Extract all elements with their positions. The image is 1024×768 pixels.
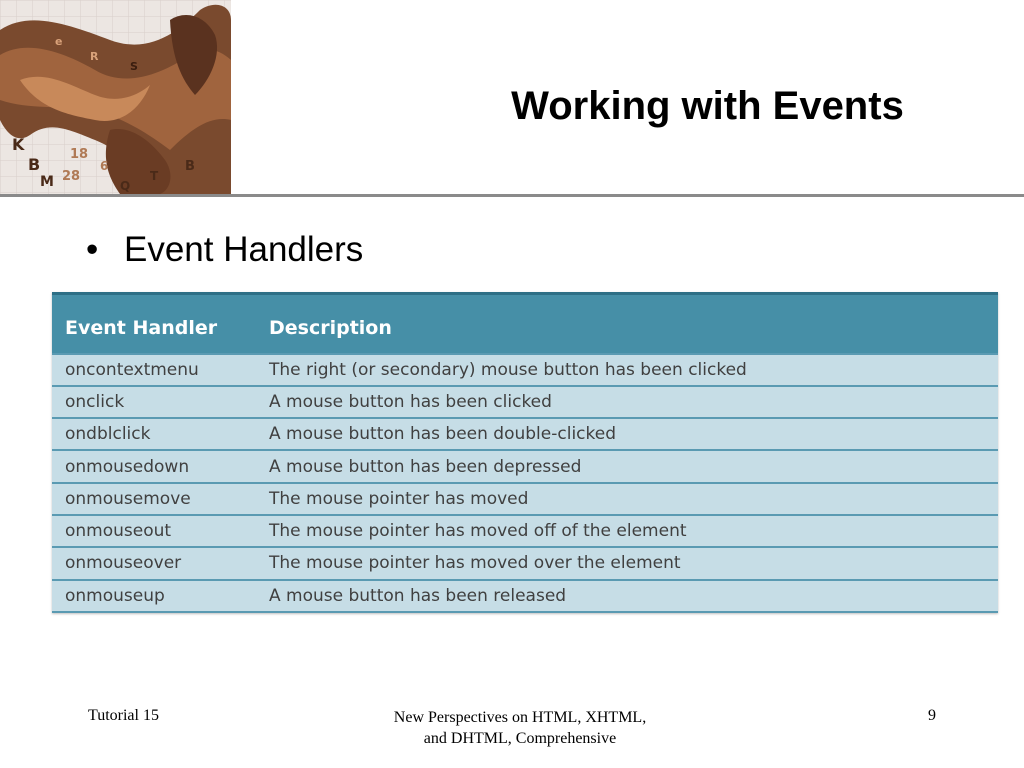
header-rule [0,194,1024,197]
event-handlers-table [52,292,998,613]
svg-text:Q: Q [120,179,131,193]
event-handler-cell: onmouseout [52,515,257,547]
footer-book-title-line2: and DHTML, Comprehensive [423,730,617,747]
description-cell: The mouse pointer has moved over the element [257,547,998,579]
svg-text:K: K [12,135,25,154]
table-row [52,547,998,579]
table-row [52,386,998,418]
table-row [52,483,998,515]
svg-text:6: 6 [100,159,109,173]
event-handler-cell: oncontextmenu [52,354,257,386]
table-row [52,515,998,547]
bullet-item [86,230,363,270]
svg-text:M: M [40,174,54,190]
table-header-row [52,294,998,354]
page-number: 9 [928,707,936,724]
svg-text:B: B [185,159,195,174]
table-row [52,580,998,612]
event-handler-cell: ondblclick [52,418,257,450]
footer-book-title [350,707,690,749]
svg-text:B: B [28,155,41,174]
table-row [52,450,998,482]
description-cell: A mouse button has been double-clicked [257,418,998,450]
svg-text:18: 18 [70,147,89,162]
event-handler-cell: onmousedown [52,450,257,482]
event-handler-cell: onmouseover [52,547,257,579]
footer-book-title-line1: New Perspectives on HTML, XHTML, [393,709,647,726]
svg-text:e: e [55,35,63,48]
table-row [52,354,998,386]
table-row [52,418,998,450]
svg-text:T: T [150,169,159,183]
column-header-event-handler: Event Handler [52,294,257,354]
description-cell: The mouse pointer has moved off of the element [257,515,998,547]
bullet-text: Event Handlers [124,230,364,269]
svg-text:28: 28 [62,169,81,184]
column-header-description: Description [257,294,998,354]
description-cell: A mouse button has been released [257,580,998,612]
event-handler-cell: onmousemove [52,483,257,515]
description-cell: The right (or secondary) mouse button has been clicked [257,354,998,386]
slide-title: Working with Events [511,84,904,128]
bullet-dot-icon: • [86,230,99,269]
letters-collage-image [0,0,231,194]
footer-tutorial-label: Tutorial 15 [88,707,159,724]
event-handler-cell: onmouseup [52,580,257,612]
svg-text:S: S [130,60,138,73]
event-handler-cell: onclick [52,386,257,418]
description-cell: A mouse button has been clicked [257,386,998,418]
description-cell: The mouse pointer has moved [257,483,998,515]
svg-text:R: R [90,50,99,63]
description-cell: A mouse button has been depressed [257,450,998,482]
